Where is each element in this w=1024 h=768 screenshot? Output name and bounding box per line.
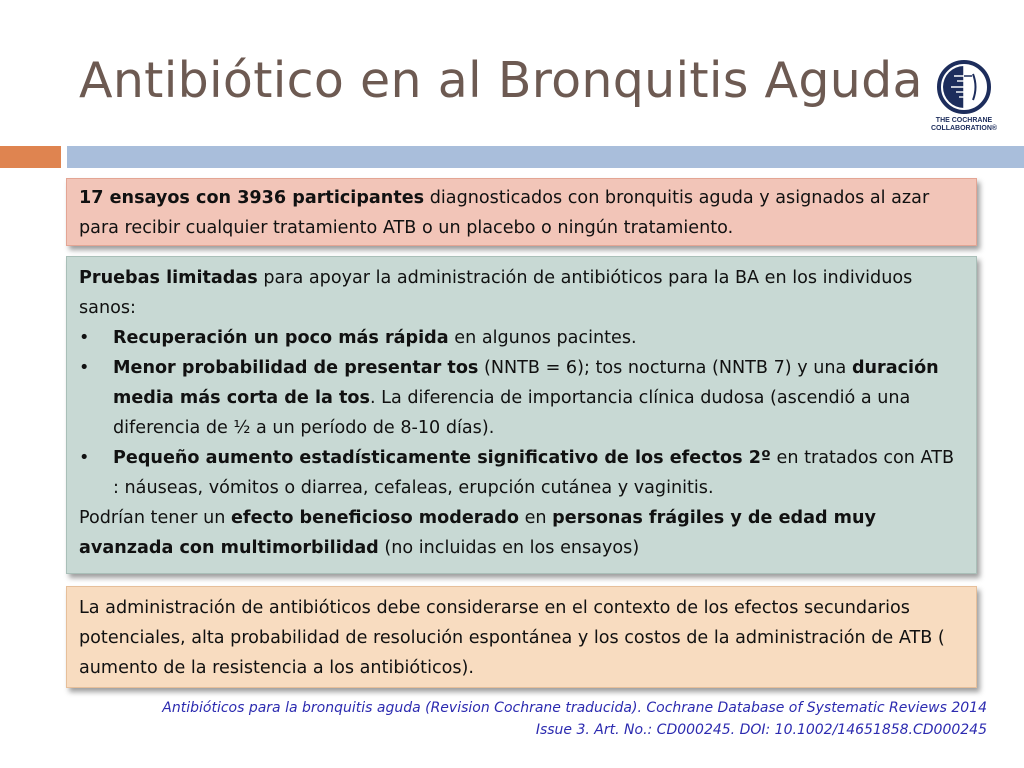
logo-text-line1: THE COCHRANE <box>935 117 993 124</box>
accent-bar-orange <box>0 146 61 168</box>
closing-bold-1: efecto beneficioso moderado <box>230 508 519 528</box>
bullet-glyph: • <box>79 358 90 378</box>
bullet-recovery-bold: Recuperación un poco más rápida <box>113 328 449 348</box>
trials-highlight: 17 ensayos con 3936 participantes <box>79 188 425 208</box>
cochrane-logo-icon <box>937 60 991 114</box>
bullet-cough-text-2: . La diferencia de importancia clínica dudosa (ascendió a una diferencia de ½ a un período de 8-10 días). <box>113 388 911 438</box>
bullet-side-effects-bold: Pequeño aumento estadísticamente significativo de los efectos 2º <box>113 448 771 468</box>
bullet-recovery-text: en algunos pacintes. <box>448 328 637 348</box>
bullet-item-cough <box>79 353 965 443</box>
closing-text-1: Podrían tener un <box>79 508 231 528</box>
evidence-closing <box>79 503 965 563</box>
conclusion-text: La administración de antibióticos debe considerarse en el contexto de los efectos secundarios potenciales, alta probabilidad de resolución espontánea y los costos de la administración de ATB ( aumento de la resistencia a los antibióticos). <box>79 598 945 678</box>
evidence-box <box>66 256 977 574</box>
summary-box-trials <box>66 178 977 246</box>
trials-paragraph <box>79 183 965 243</box>
bullet-glyph: • <box>79 448 90 468</box>
closing-text-2: en <box>519 508 553 528</box>
bullet-cough-text-1: (NNTB = 6); tos nocturna (NNTB 7) y una <box>478 358 852 378</box>
evidence-intro-text: para apoyar la administración de antibióticos para la BA en los individuos sanos: <box>79 268 913 318</box>
evidence-intro-bold: Pruebas limitadas <box>79 268 258 288</box>
evidence-intro <box>79 263 965 323</box>
bullet-side-effects-text: en tratados con ATB : náuseas, vómitos o diarrea, cefaleas, erupción cutánea y vaginitis. <box>113 448 955 498</box>
cochrane-logo <box>929 60 999 140</box>
bullet-glyph: • <box>79 328 90 348</box>
closing-bold-2: personas frágiles y de edad muy avanzada con multimorbilidad <box>79 508 877 558</box>
bullet-cough-bold-1: Menor probabilidad de presentar tos <box>113 358 479 378</box>
citation <box>162 697 987 741</box>
evidence-bullet-list <box>79 323 965 503</box>
citation-line-1: Antibióticos para la bronquitis aguda (Revision Cochrane traducida). Cochrane Database of Systematic Reviews 2014 <box>162 700 987 716</box>
accent-bar-blue <box>67 146 1024 168</box>
bullet-cough-bold-2: duración media más corta de la tos <box>113 358 939 408</box>
trials-text: diagnosticados con bronquitis aguda y asignados al azar para recibir cualquier tratamiento ATB o un placebo o ningún tratamiento. <box>79 188 930 238</box>
slide-title: Antibiótico en al Bronquitis Aguda <box>79 52 923 109</box>
bullet-item-recovery <box>79 323 965 353</box>
citation-line-2: Issue 3. Art. No.: CD000245. DOI: 10.1002/14651858.CD000245 <box>535 722 987 738</box>
bullet-item-side-effects <box>79 443 965 503</box>
conclusion-box <box>66 586 977 688</box>
closing-text-3: (no incluidas en los ensayos) <box>378 538 640 558</box>
logo-text-line2: COLLABORATION® <box>930 125 998 132</box>
